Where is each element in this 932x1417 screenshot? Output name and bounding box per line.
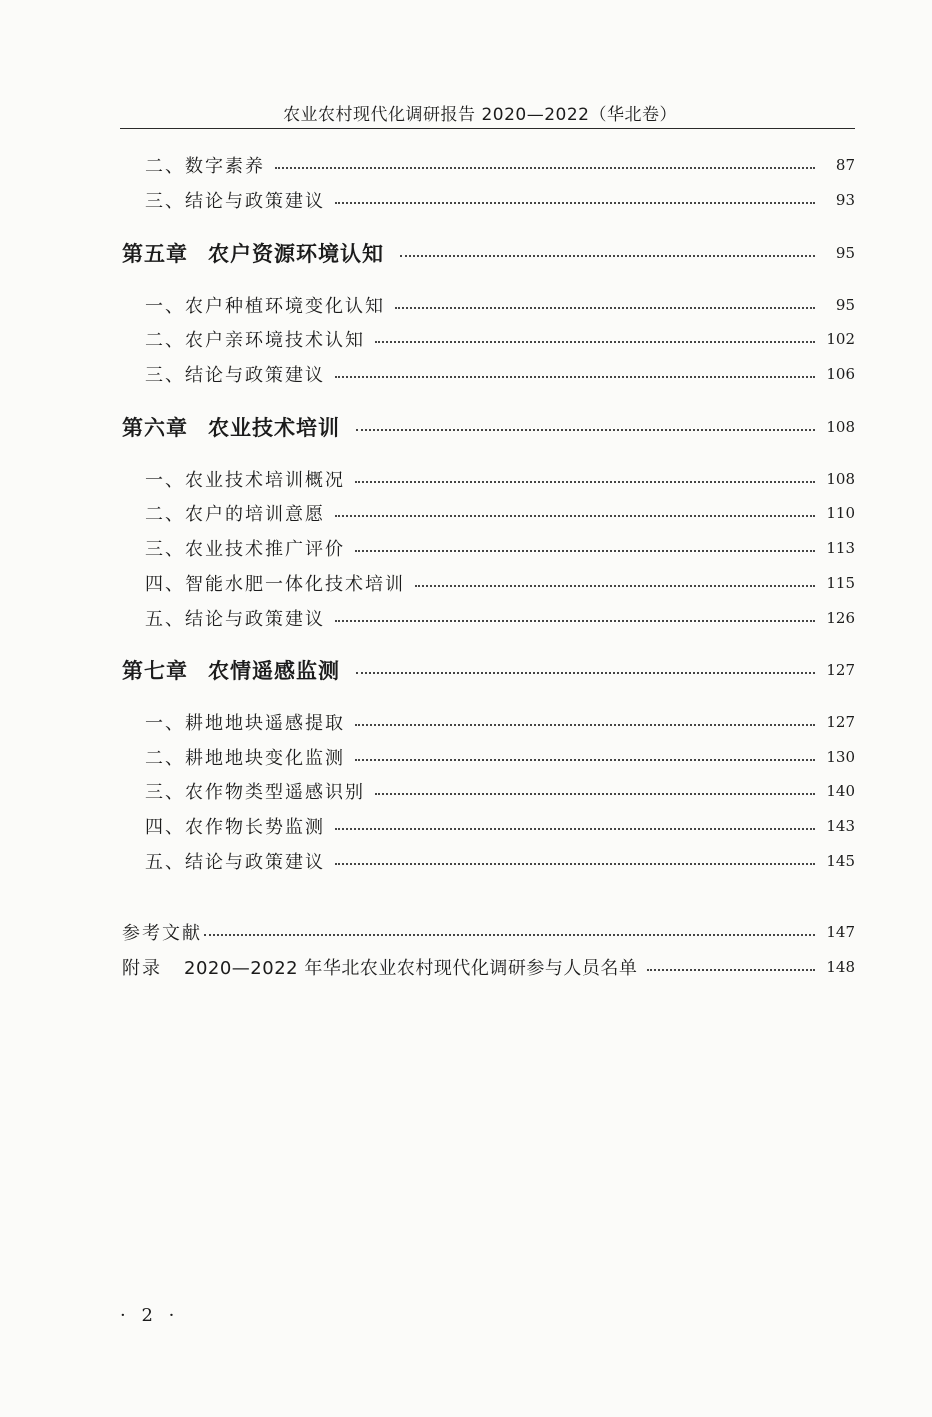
- dot-leader: [335, 202, 815, 204]
- toc-entry-label: 一、耕地地块遥感提取: [145, 713, 345, 734]
- dot-leader: [375, 341, 815, 343]
- toc-entry-label: 二、农户的培训意愿: [145, 504, 325, 525]
- running-header: [120, 94, 855, 129]
- header-title: 农业农村现代化调研报告 2020—2022（华北卷）: [283, 105, 677, 125]
- dot-leader: [335, 863, 815, 865]
- toc-entry-label: 三、农业技术推广评价: [145, 539, 345, 560]
- toc-chapter[interactable]: [0, 412, 855, 442]
- dot-leader: [355, 759, 815, 761]
- appendix-label: [122, 954, 637, 980]
- dot-leader: [415, 585, 815, 587]
- toc-entry-label: 四、智能水肥一体化技术培训: [145, 574, 405, 595]
- toc-entry[interactable]: [0, 742, 855, 772]
- toc-entry[interactable]: [0, 603, 855, 633]
- toc-entry-page: 108: [826, 470, 855, 488]
- chapter-label: [122, 238, 384, 268]
- toc-entry[interactable]: [0, 568, 855, 598]
- toc-entry[interactable]: [0, 359, 855, 389]
- toc-entry-label: 三、结论与政策建议: [145, 365, 325, 386]
- toc-entry[interactable]: [0, 464, 855, 494]
- toc-entry-page: 127: [826, 713, 855, 731]
- chapter-number: 第七章: [122, 659, 188, 683]
- toc-entry-label: 三、农作物类型遥感识别: [145, 782, 365, 803]
- dot-leader: [356, 672, 815, 674]
- toc-entry-label: 五、结论与政策建议: [145, 852, 325, 873]
- toc-entry-page: 102: [826, 330, 855, 348]
- toc-entry-label: 参考文献: [122, 923, 202, 944]
- toc-entry[interactable]: [0, 533, 855, 563]
- toc-entry[interactable]: [0, 846, 855, 876]
- dot-leader: [275, 167, 815, 169]
- toc-entry[interactable]: [0, 811, 855, 841]
- toc-references[interactable]: [0, 917, 855, 947]
- dot-leader: [355, 481, 815, 483]
- toc-entry[interactable]: [0, 324, 855, 354]
- appendix-prefix: 附录: [122, 958, 162, 979]
- toc-entry[interactable]: [0, 498, 855, 528]
- toc-entry-page: 126: [826, 609, 855, 627]
- toc-entry-label: 一、农业技术培训概况: [145, 470, 345, 491]
- dot-leader: [204, 934, 815, 936]
- chapter-title: 农业技术培训: [208, 416, 340, 440]
- toc-entry-label: 五、结论与政策建议: [145, 609, 325, 630]
- chapter-title: 农情遥感监测: [208, 659, 340, 683]
- toc-entry-page: 95: [835, 244, 855, 262]
- toc-entry-page: 140: [826, 782, 855, 800]
- toc-entry-page: 95: [835, 296, 855, 314]
- toc-entry[interactable]: [0, 707, 855, 737]
- dot-leader: [400, 255, 815, 257]
- toc-entry[interactable]: [0, 150, 855, 180]
- toc-entry-page: 87: [835, 156, 855, 174]
- toc-entry-page: 143: [826, 817, 855, 835]
- toc-entry[interactable]: [0, 290, 855, 320]
- appendix-title: 2020—2022 年华北农业农村现代化调研参与人员名单: [184, 958, 638, 979]
- toc-entry-label: 二、数字素养: [145, 156, 265, 177]
- toc-entry-page: 108: [826, 418, 855, 436]
- toc-entry-label: 四、农作物长势监测: [145, 817, 325, 838]
- dot-leader: [335, 376, 815, 378]
- toc-entry-page: 130: [826, 748, 855, 766]
- toc-chapter[interactable]: [0, 655, 855, 685]
- dot-leader: [355, 550, 815, 552]
- toc-entry-page: 148: [826, 958, 855, 976]
- toc-entry-label: 一、农户种植环境变化认知: [145, 296, 385, 317]
- dot-leader: [375, 793, 815, 795]
- toc-entry[interactable]: [0, 776, 855, 806]
- toc-entry-page: 113: [826, 539, 855, 557]
- page-number: · 2 ·: [120, 1305, 180, 1326]
- toc-entry-page: 106: [826, 365, 855, 383]
- toc-entry-page: 147: [826, 923, 855, 941]
- dot-leader: [395, 307, 815, 309]
- toc-appendix[interactable]: [0, 952, 855, 982]
- toc-entry-page: 127: [826, 661, 855, 679]
- chapter-number: 第六章: [122, 416, 188, 440]
- dot-leader: [647, 969, 815, 971]
- toc-entry-page: 115: [826, 574, 855, 592]
- toc-chapter[interactable]: [0, 238, 855, 268]
- toc-entry-label: 二、耕地地块变化监测: [145, 748, 345, 769]
- dot-leader: [355, 724, 815, 726]
- toc-entry-label: 三、结论与政策建议: [145, 191, 325, 212]
- dot-leader: [335, 620, 815, 622]
- chapter-title: 农户资源环境认知: [208, 242, 384, 266]
- chapter-number: 第五章: [122, 242, 188, 266]
- toc-entry-page: 145: [826, 852, 855, 870]
- chapter-label: [122, 412, 340, 442]
- toc-entry-page: 110: [826, 504, 855, 522]
- dot-leader: [335, 515, 815, 517]
- dot-leader: [335, 828, 815, 830]
- chapter-label: [122, 655, 340, 685]
- toc-entry[interactable]: [0, 185, 855, 215]
- toc-entry-label: 二、农户亲环境技术认知: [145, 330, 365, 351]
- toc-entry-page: 93: [835, 191, 855, 209]
- dot-leader: [356, 429, 815, 431]
